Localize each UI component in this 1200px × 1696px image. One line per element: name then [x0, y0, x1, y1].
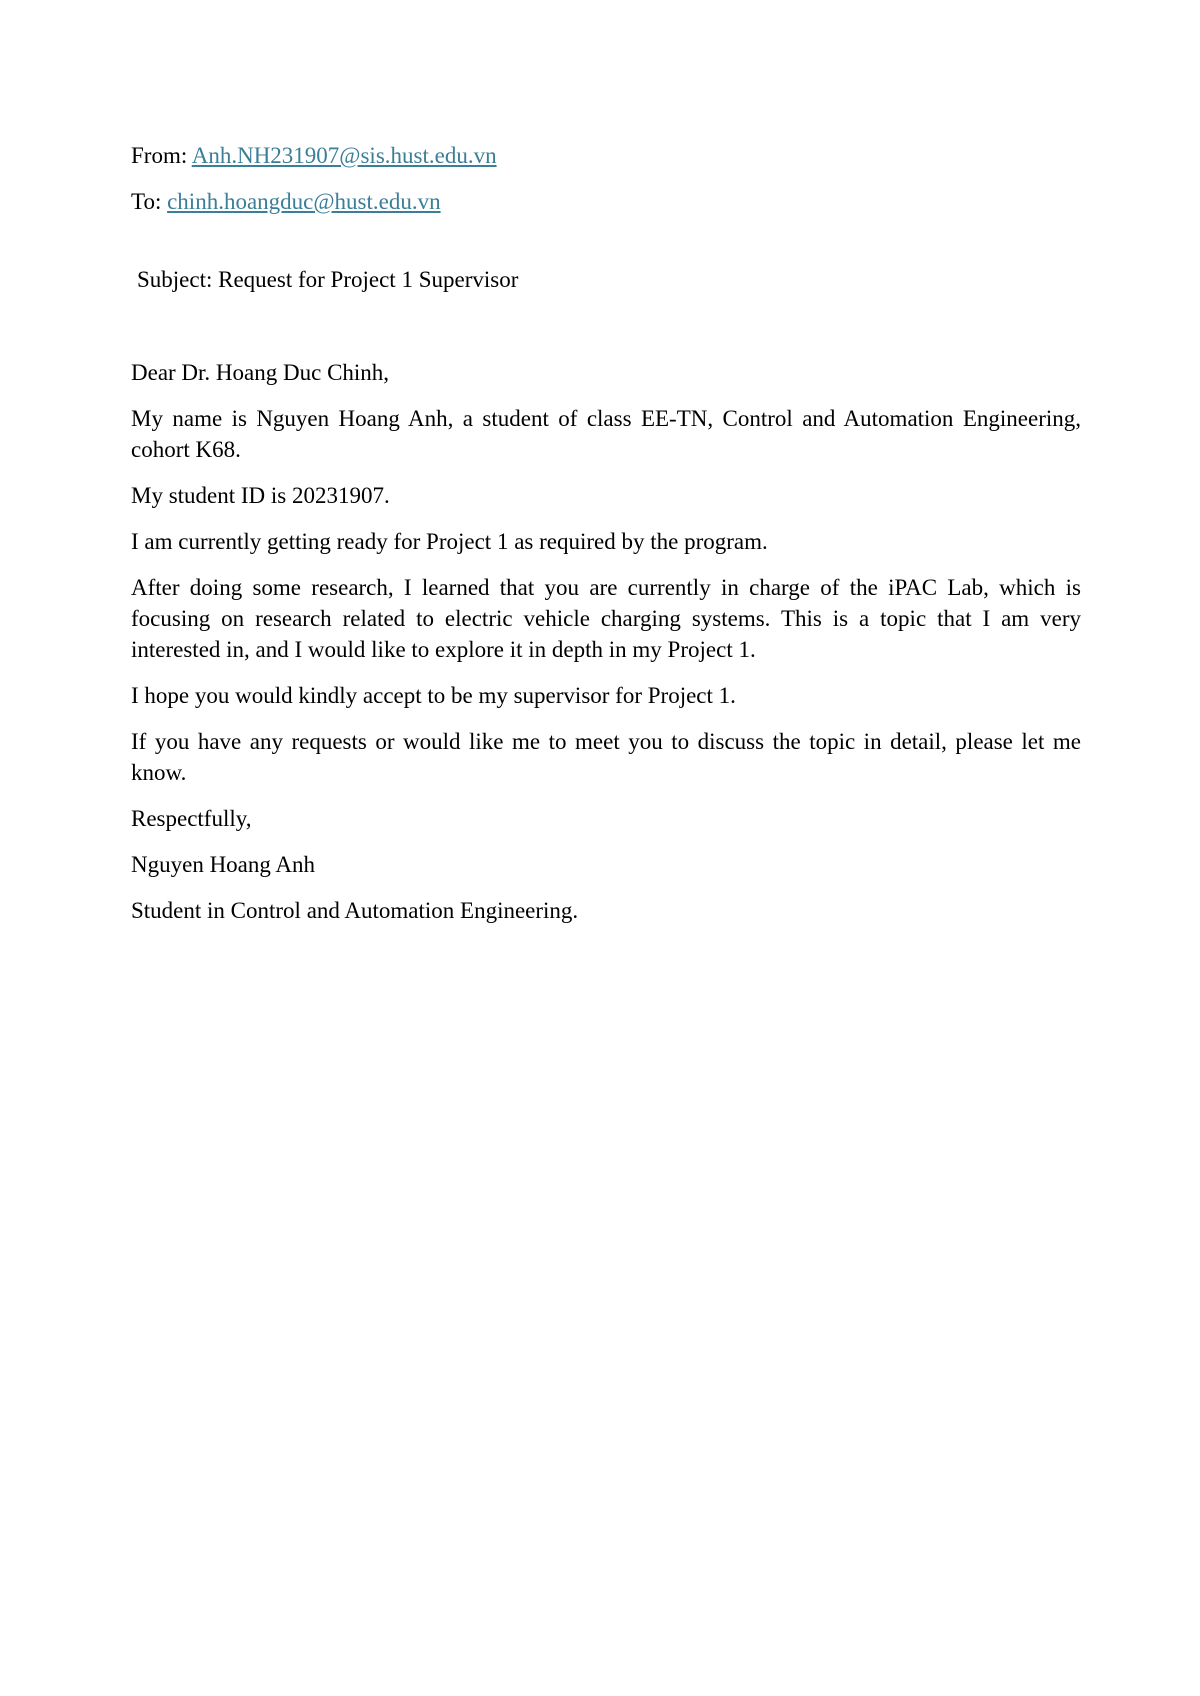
from-label: From: — [131, 143, 188, 168]
subject-line: Subject: Request for Project 1 Supervisor — [137, 267, 519, 292]
paragraph-contact: If you have any requests or would like me to meet you to discuss the topic in detail, please let me know. — [131, 729, 1081, 785]
paragraph-student-id: My student ID is 20231907. — [131, 483, 390, 508]
to-email-link[interactable]: chinh.hoangduc@hust.edu.vn — [167, 189, 441, 214]
paragraph-research-interest: After doing some research, I learned that you are currently in charge of the iPAC Lab, which is focusing on research related to electric vehicle charging systems. This is a topic that I am very interested in, and I would like to explore it in depth in my Project 1. — [131, 575, 1081, 662]
from-line — [131, 140, 1081, 171]
signature-name: Nguyen Hoang Anh — [131, 852, 315, 877]
paragraph-introduction: My name is Nguyen Hoang Anh, a student of class EE-TN, Control and Automation Engineering, cohort K68. — [131, 406, 1081, 462]
signature-title: Student in Control and Automation Engineering. — [131, 898, 579, 923]
to-line — [131, 186, 1081, 217]
to-label: To: — [131, 189, 162, 214]
from-email-link[interactable]: Anh.NH231907@sis.hust.edu.vn — [191, 143, 497, 168]
closing: Respectfully, — [131, 806, 252, 831]
letter-page — [131, 140, 1081, 941]
paragraph-preparation: I am currently getting ready for Project 1 as required by the program. — [131, 529, 768, 554]
greeting: Dear Dr. Hoang Duc Chinh, — [131, 360, 390, 385]
paragraph-request: I hope you would kindly accept to be my supervisor for Project 1. — [131, 683, 736, 708]
